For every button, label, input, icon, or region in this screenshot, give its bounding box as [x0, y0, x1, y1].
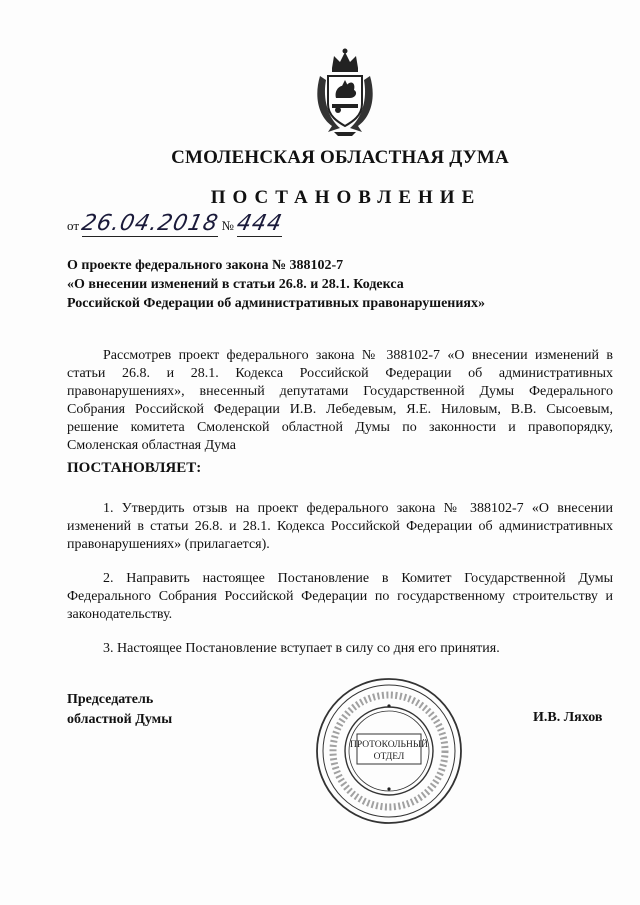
stamp-center-line: ОТДЕЛ — [373, 752, 405, 762]
signer-name: И.В. Ляхов — [533, 710, 603, 725]
subject-line: «О внесении изменений в статьи 26.8. и 28.1. Кодекса — [67, 277, 404, 292]
decree-item-1 — [67, 500, 613, 554]
chairman-title — [67, 690, 172, 730]
document-type-title: ПОСТАНОВЛЕНИЕ — [210, 187, 482, 208]
organization-title: СМОЛЕНСКАЯ ОБЛАСТНАЯ ДУМА — [171, 147, 509, 168]
chairman-title-line: областной Думы — [67, 712, 173, 727]
subject-block — [67, 256, 607, 313]
handwritten-date: 26.04.2018 — [79, 211, 221, 236]
date-prefix: от — [67, 218, 80, 233]
preamble-paragraph — [67, 347, 613, 455]
subject-line: Российской Федерации об административных правонарушениях» — [67, 296, 485, 311]
chairman-title-line: Председатель — [67, 692, 154, 707]
coat-of-arms-emblem — [312, 46, 378, 138]
decree-item-3 — [67, 640, 613, 658]
number-prefix: № — [221, 218, 234, 233]
decree-item-text: 2. Направить настоящее Постановление в Комитет Государственной Думы Федерального Собрания Российской Федерации по государственному строительству и законодательству. — [67, 571, 613, 622]
decree-item-2 — [67, 570, 613, 624]
subject-line: О проекте федерального закона № 388102-7 — [67, 258, 344, 273]
official-seal-stamp — [314, 676, 464, 826]
decree-heading: ПОСТАНОВЛЯЕТ: — [67, 460, 202, 476]
date-number-line — [67, 211, 285, 237]
handwritten-number: 444 — [234, 211, 285, 236]
decree-item-text: 3. Настоящее Постановление вступает в силу со дня его принятия. — [103, 641, 500, 656]
stamp-center-line: ПРОТОКОЛЬНЫЙ — [349, 740, 429, 750]
decree-item-text: 1. Утвердить отзыв на проект федерального закона № 388102-7 «О внесении изменений в статьи 26.8. и 28.1. Кодекса Российской Федерации об административных правонарушениях» (прилагается). — [67, 501, 613, 552]
preamble-text: Рассмотрев проект федерального закона № 388102-7 «О внесении изменений в статьи 26.8. и 28.1. Кодекса Российской Федерации об административных правонарушениях», внесенный депутатами Государственной Думы Федерального Собрания Российской Федерации И.В. Лебедевым, Я.Е. Ниловым, В.В. Сысоевым, решение комитета Смоленской областной Думы по законности и правопорядку, Смоленская областная Дума — [67, 348, 613, 453]
